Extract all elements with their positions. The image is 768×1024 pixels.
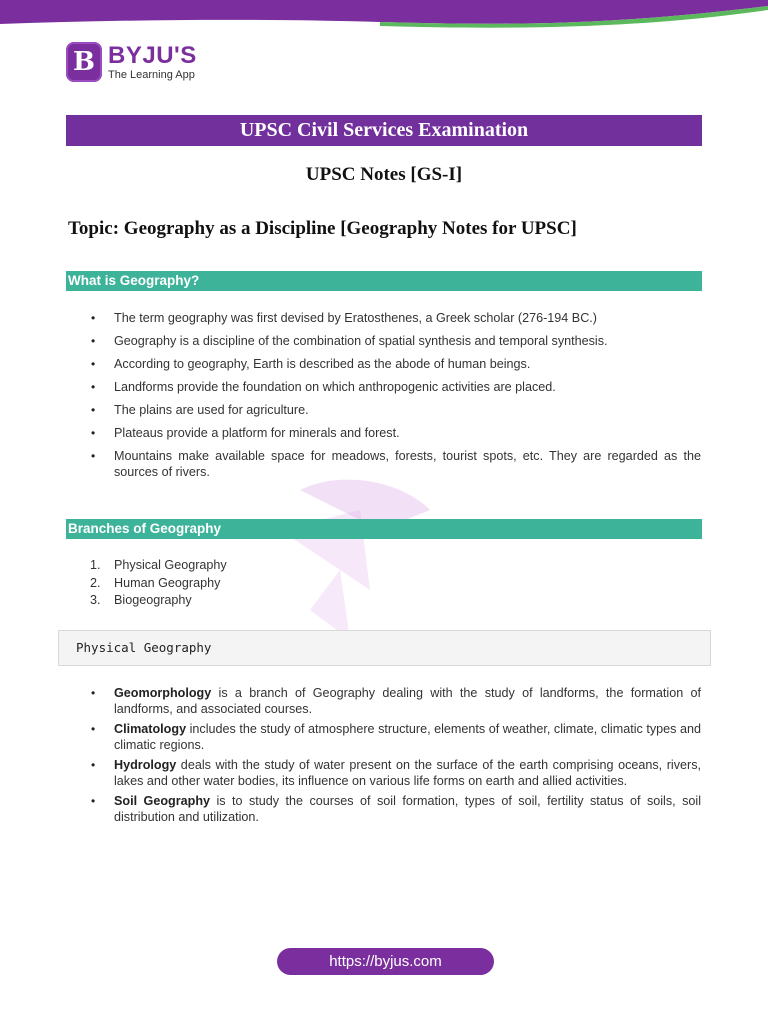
branches-list xyxy=(88,557,488,610)
list-item xyxy=(88,575,488,593)
footer-url-link[interactable]: https://byjus.com xyxy=(277,948,494,975)
list-text: Biogeography xyxy=(114,593,192,607)
term-description: deals with the study of water present on the surface of the earth comprising oceans, rivers, lakes and other water bodies, its influence on various life forms on earth and allied activities. xyxy=(114,758,701,788)
list-item: • According to geography, Earth is described as the abode of human beings. xyxy=(89,356,701,372)
list-item: • Geography is a discipline of the combination of spatial synthesis and temporal synthesis. xyxy=(89,333,701,349)
term-label: Climatology xyxy=(114,722,187,736)
exam-banner: UPSC Civil Services Examination xyxy=(66,115,702,146)
section-what-is-geography: What is Geography? xyxy=(66,271,702,291)
term-label: Geomorphology xyxy=(114,686,212,700)
logo-mark: B xyxy=(66,42,102,82)
list-item: • Mountains make available space for meadows, forests, tourist spots, etc. They are regarded as the sources of rivers. xyxy=(89,448,701,480)
term-description: is to study the courses of soil formation, types of soil, fertility status of soils, soil distribution and utilization. xyxy=(114,794,701,824)
header-decorative-band xyxy=(0,0,768,30)
list-item xyxy=(88,592,488,610)
section-branches-of-geography: Branches of Geography xyxy=(66,519,702,539)
list-item xyxy=(89,685,701,717)
term-description: is a branch of Geography dealing with the study of landforms, the formation of landforms, and associated courses. xyxy=(114,686,701,716)
list-item xyxy=(89,793,701,825)
term-label: Soil Geography xyxy=(114,794,211,808)
list-number: 3. xyxy=(90,593,101,607)
list-item: • The term geography was first devised by Eratosthenes, a Greek scholar (276-194 BC.) xyxy=(89,310,701,326)
list-number: 2. xyxy=(90,575,101,590)
notes-subtitle: UPSC Notes [GS-I] xyxy=(305,164,463,185)
list-text: Physical Geography xyxy=(114,558,227,572)
term-label: Hydrology xyxy=(114,758,177,772)
list-item: • Plateaus provide a platform for minerals and forest. xyxy=(89,425,701,441)
list-item: • The plains are used for agriculture. xyxy=(89,402,701,418)
list-item xyxy=(89,757,701,789)
logo-tagline: The Learning App xyxy=(108,68,195,81)
term-description: includes the study of atmosphere structure, elements of weather, climate, climatic types and climatic regions. xyxy=(114,722,701,752)
logo-brand-name: BYJU'S xyxy=(108,41,197,69)
byjus-logo xyxy=(66,42,197,82)
what-is-geography-list xyxy=(89,310,701,487)
topic-heading: Topic: Geography as a Discipline [Geography Notes for UPSC] xyxy=(68,218,577,239)
physical-geography-list xyxy=(89,685,701,829)
list-item xyxy=(89,721,701,753)
list-number: 1. xyxy=(90,558,101,572)
physical-geography-heading: Physical Geography xyxy=(58,630,711,666)
list-item: • Landforms provide the foundation on which anthropogenic activities are placed. xyxy=(89,379,701,395)
list-item xyxy=(88,557,488,575)
list-text: Human Geography xyxy=(114,575,221,590)
